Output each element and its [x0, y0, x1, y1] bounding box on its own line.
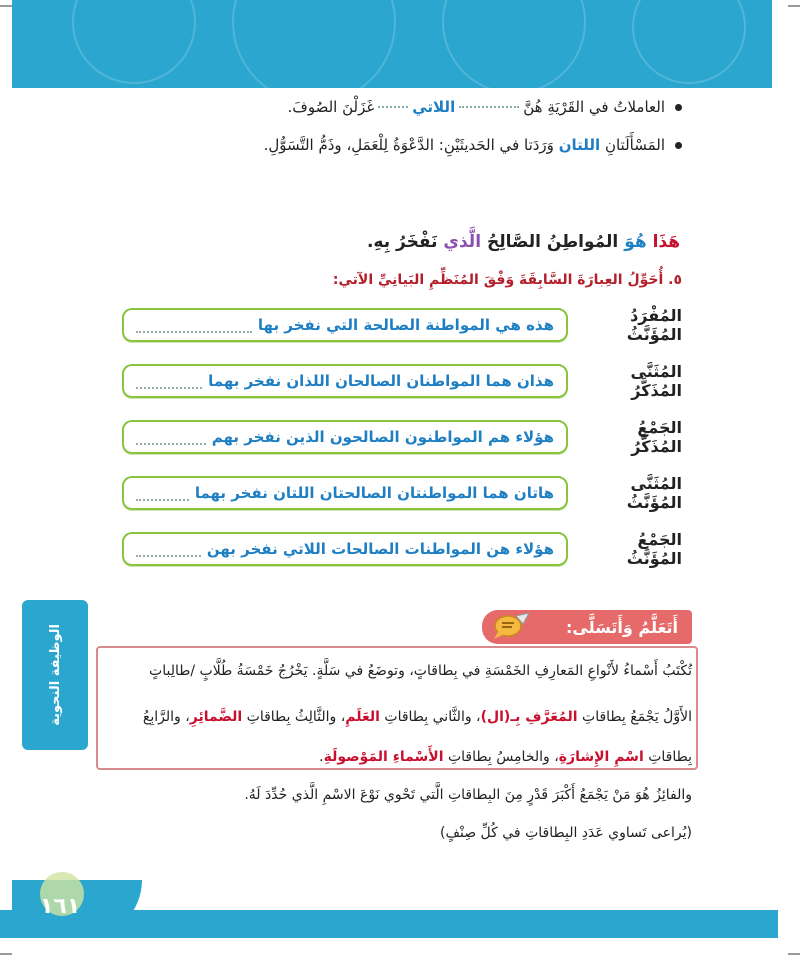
answer-text: هؤلاء هم المواطنون الصالحون الذين نفخر بهم [211, 428, 554, 446]
dotted-blank [378, 106, 408, 108]
bullet-text: غَزَلْنَ الصُوفَ. [287, 98, 375, 116]
organizer-row [122, 530, 682, 568]
bullet-text: المَسْأَلَتانِ [604, 136, 665, 154]
bullet-dot-icon [675, 104, 682, 111]
answer-box[interactable] [122, 532, 568, 566]
decorative-swirl [72, 0, 196, 84]
answer-box[interactable] [122, 420, 568, 454]
highlight-term: العَلَمِ [345, 709, 380, 725]
answer-text: هؤلاء هن المواطنات الصالحات اللاتي نفخر بهن [206, 540, 554, 558]
highlight-term: المُعَرَّفِ بِـ(ال) [480, 709, 578, 725]
learn-line: (يُراعى تَساوي عَدَدِ البِطاقاتِ في كُلِّ صِنْفٍ) [440, 825, 692, 841]
learn-line [102, 706, 692, 728]
bullet-item [82, 134, 682, 156]
organizer-row [122, 418, 682, 456]
page-footer [0, 880, 800, 960]
crop-mark-icon [786, 946, 800, 960]
bullet-text: العاملاتُ في القَرْيَةِ هُنَّ [523, 98, 665, 116]
bullet-dot-icon [675, 142, 682, 149]
page-number: ١٦١ [40, 894, 81, 919]
crop-mark-icon [786, 0, 800, 14]
crop-mark-icon [0, 0, 14, 14]
learn-title: أَتَعَلَّمُ وَأَتَسَلَّى: [565, 617, 678, 637]
line-text: . [319, 749, 324, 765]
crop-mark-icon [0, 946, 14, 960]
exercise-bullets [82, 96, 682, 172]
learn-line: تُكْتَبُ أَسْماءُ لأَنْواعِ المَعارِفِ الخَمْسَةِ في بِطاقاتٍ، وتوضَعُ في سَلَّةٍ. يَخْرُجُ خَمْسَةُ طُلَّابٍ /طالِباتٍ [149, 663, 692, 679]
line-text: بِطاقاتِ [648, 749, 692, 765]
sentence-pronoun: هُوَ [624, 232, 647, 252]
line-text: ، والخامِسُ بِطاقاتِ [447, 749, 559, 765]
bullet-text: وَرَدَتا في الحَديثَيْنِ: الدَّعْوَةُ لِلْعَمَلِ، وذَمُّ التَّسَوُّلِ. [263, 136, 554, 154]
dotted-fill [136, 442, 206, 445]
line-text: ، والثَّالِثُ بِطاقاتِ [246, 709, 346, 725]
organizer-row [122, 306, 682, 344]
example-sentence [367, 232, 680, 252]
line-text: ، والثَّاني بِطاقاتِ [384, 709, 481, 725]
dotted-fill [136, 330, 252, 333]
sentence-end: نَفْخَرُ بِهِ. [366, 232, 438, 252]
dotted-fill [136, 386, 202, 389]
row-label: المُثَنَّى المُذَكَّرُ [630, 362, 682, 400]
dotted-fill [136, 498, 189, 501]
header-band [12, 0, 772, 88]
bullet-answer: اللتان [558, 136, 601, 154]
row-label: الجَمْعُ المُذَكَّرُ [631, 418, 682, 456]
sentence-noun: المُواطِنُ الصَّالِحُ [486, 232, 619, 252]
answer-box[interactable] [122, 364, 568, 398]
learn-header [482, 610, 692, 644]
decorative-swirl [442, 0, 586, 94]
learn-line [102, 746, 692, 768]
answer-box[interactable] [122, 476, 568, 510]
dotted-fill [136, 554, 201, 557]
line-text: الأَوَّلُ يَجْمَعُ بِطاقاتِ [582, 709, 692, 725]
bullet-item [82, 96, 682, 118]
highlight-term: الضَّمائِرِ [189, 709, 243, 725]
line-text: ، والرَّابِعُ [142, 709, 190, 725]
decorative-swirl [232, 0, 396, 104]
task-instruction: ٥. أُحَوِّلُ العِبارَةَ السَّابِقَةَ وَفْقَ المُنَظِّمِ البَيانِيِّ الآتي: [332, 272, 682, 288]
sentence-relative: الَّذي [443, 232, 482, 252]
highlight-term: الأَسْماءِ المَوْصولَةِ [323, 749, 444, 765]
row-label: الجَمْعُ المُؤَنَّثُ [626, 530, 682, 568]
row-label: المُثَنَّى المُؤَنَّثُ [626, 474, 682, 512]
row-label: المُفْرَدُ المُؤَنَّثُ [626, 306, 682, 344]
bullet-answer: اللاتي [412, 98, 456, 116]
answer-text: هذه هي المواطنة الصالحة التي نفخر بها [257, 316, 554, 334]
speech-bubble-icon [492, 612, 530, 640]
answer-box[interactable] [122, 308, 568, 342]
sentence-demonstrative: هَذَا [652, 232, 680, 252]
answer-text: هاتان هما المواطنتان الصالحتان اللتان نفخر بهما [194, 484, 554, 502]
decorative-swirl [632, 0, 746, 84]
answer-text: هذان هما المواطنان الصالحان اللذان نفخر بهما [208, 372, 554, 390]
learn-line: والفائِزُ هُوَ مَنْ يَجْمَعُ أَكْبَرَ قَدْرٍ مِنَ البِطاقاتِ الَّتي تَحْوي نَوْعَ الاسْمِ الَّذي حُدِّدَ لَهُ. [244, 787, 692, 803]
organizer-row [122, 474, 682, 512]
section-side-tab [22, 600, 88, 750]
organizer-row [122, 362, 682, 400]
highlight-term: اسْمِ الإِشارَةِ [558, 749, 644, 765]
side-tab-label: الوظيفة النحوية [47, 624, 63, 726]
dotted-blank [459, 106, 519, 108]
